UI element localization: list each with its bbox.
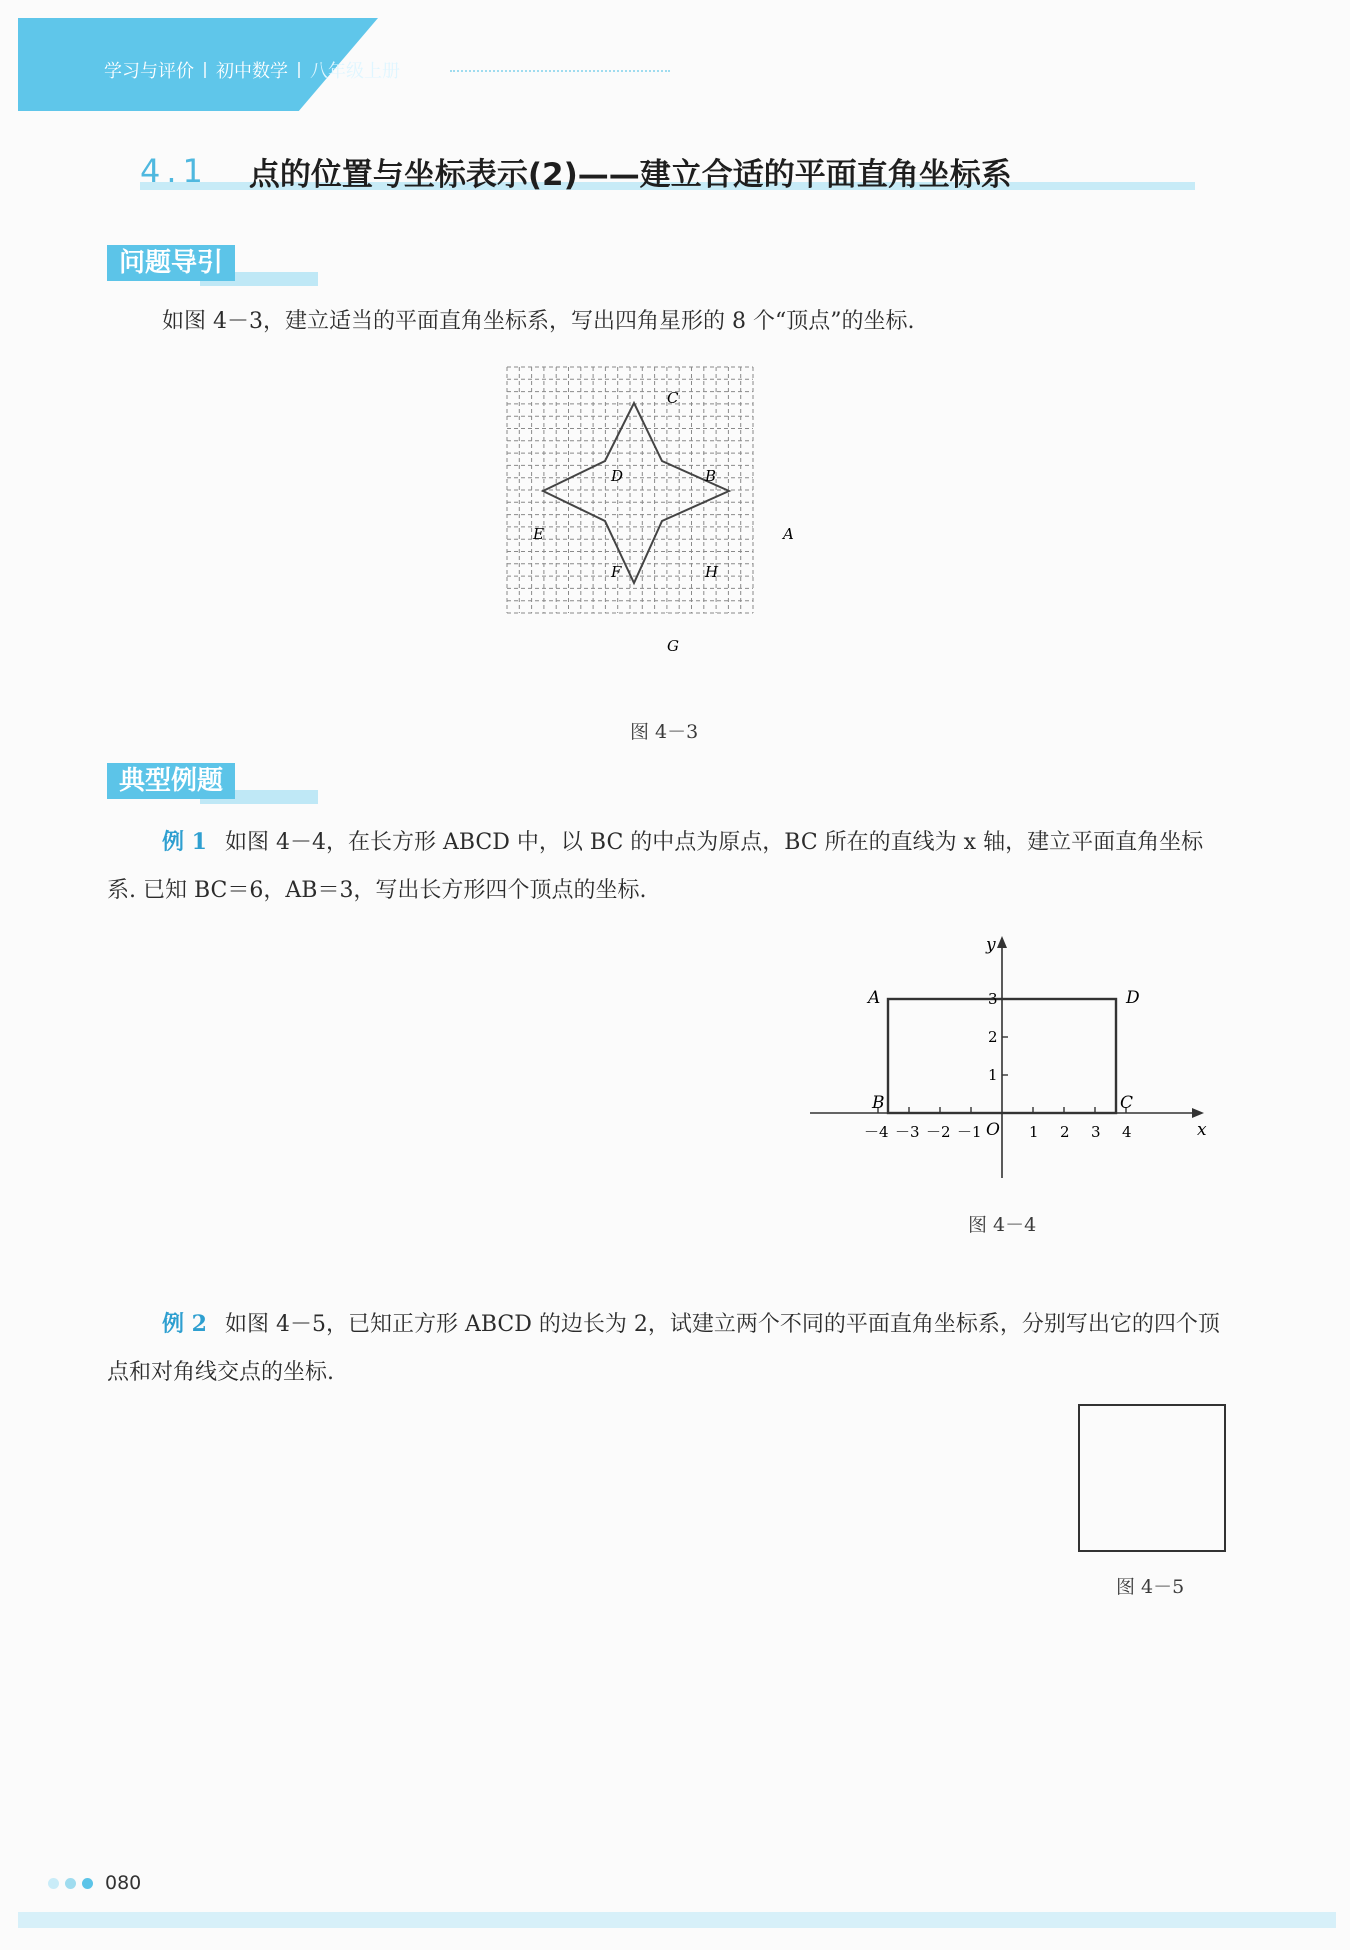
vertex-label-d: D xyxy=(1126,988,1140,1008)
origin-label: O xyxy=(986,1120,1000,1140)
star-label-c: C xyxy=(667,389,679,407)
star-label-d: D xyxy=(611,467,624,485)
example-1 xyxy=(107,818,1232,915)
vertex-label-c: C xyxy=(1120,1093,1134,1113)
bottom-band xyxy=(18,1912,1336,1928)
page-number-area xyxy=(48,1870,141,1896)
y-tick-label: 1 xyxy=(988,1066,998,1084)
x-tick-label: －4 xyxy=(864,1123,889,1141)
y-tick-label: 3 xyxy=(988,990,998,1008)
figure-caption-4-5: 图 4－5 xyxy=(1116,1576,1185,1598)
example-1-label: 例 1 xyxy=(162,829,207,855)
figure-caption-4-4: 图 4－4 xyxy=(968,1214,1037,1236)
x-tick-label: 1 xyxy=(1029,1123,1039,1141)
section-title xyxy=(140,150,1190,192)
star-label-f: F xyxy=(611,563,622,581)
y-tick-label: 2 xyxy=(988,1028,998,1046)
header-book: 学习与评价 xyxy=(104,61,194,82)
axis-label-x: x xyxy=(1197,1120,1207,1140)
example-1-text: 如图 4－4，在长方形 ABCD 中，以 BC 的中点为原点，BC 所在的直线为 x 轴，建立平面直角坐标系. 已知 BC＝6，AB＝3，写出长方形四个顶点的坐标. xyxy=(107,830,1204,903)
star-label-g: G xyxy=(667,637,679,655)
star-shape xyxy=(543,403,729,583)
header-dotted-line xyxy=(450,70,670,72)
star-label-a: A xyxy=(783,525,794,543)
section-heading: 点的位置与坐标表示(2)——建立合适的平面直角坐标系 xyxy=(248,156,1012,193)
y-axis-arrow xyxy=(997,936,1007,948)
example-2 xyxy=(107,1300,1232,1397)
guide-text: 如图 4－3，建立适当的平面直角坐标系，写出四角星形的 8 个“顶点”的坐标. xyxy=(162,309,915,334)
vertex-label-b: B xyxy=(872,1093,885,1113)
x-tick-label: －1 xyxy=(957,1123,982,1141)
header-separator xyxy=(298,62,300,78)
running-header xyxy=(104,55,400,85)
example-2-label: 例 2 xyxy=(162,1311,207,1337)
decor-dot xyxy=(82,1878,93,1889)
coordinate-figure xyxy=(800,928,1220,1188)
square-figure xyxy=(1078,1404,1226,1552)
axis-label-y: y xyxy=(986,935,996,955)
star-label-e: E xyxy=(533,525,544,543)
tag-examples: 典型例题 xyxy=(107,763,235,799)
header-separator xyxy=(204,62,206,78)
section-number: 4.1 xyxy=(140,152,209,190)
vertex-label-a: A xyxy=(868,988,881,1008)
x-axis-arrow xyxy=(1192,1108,1204,1118)
star-figure xyxy=(505,365,830,685)
decor-dot xyxy=(65,1878,76,1889)
header-grade: 八年级上册 xyxy=(310,61,400,82)
figure-caption-4-3: 图 4－3 xyxy=(630,721,699,743)
tag-guide: 问题导引 xyxy=(107,245,235,281)
x-tick-label: －3 xyxy=(895,1123,920,1141)
star-label-h: H xyxy=(705,563,719,581)
x-tick-label: －2 xyxy=(926,1123,951,1141)
x-tick-label: 3 xyxy=(1091,1123,1101,1141)
header-subject: 初中数学 xyxy=(216,61,288,82)
page-number: 080 xyxy=(105,1872,142,1894)
decor-dot xyxy=(48,1878,59,1889)
x-tick-label: 4 xyxy=(1122,1123,1132,1141)
x-tick-label: 2 xyxy=(1060,1123,1070,1141)
example-2-text: 如图 4－5，已知正方形 ABCD 的边长为 2，试建立两个不同的平面直角坐标系，分别写出它的四个顶点和对角线交点的坐标. xyxy=(107,1312,1220,1385)
star-label-b: B xyxy=(705,467,717,485)
